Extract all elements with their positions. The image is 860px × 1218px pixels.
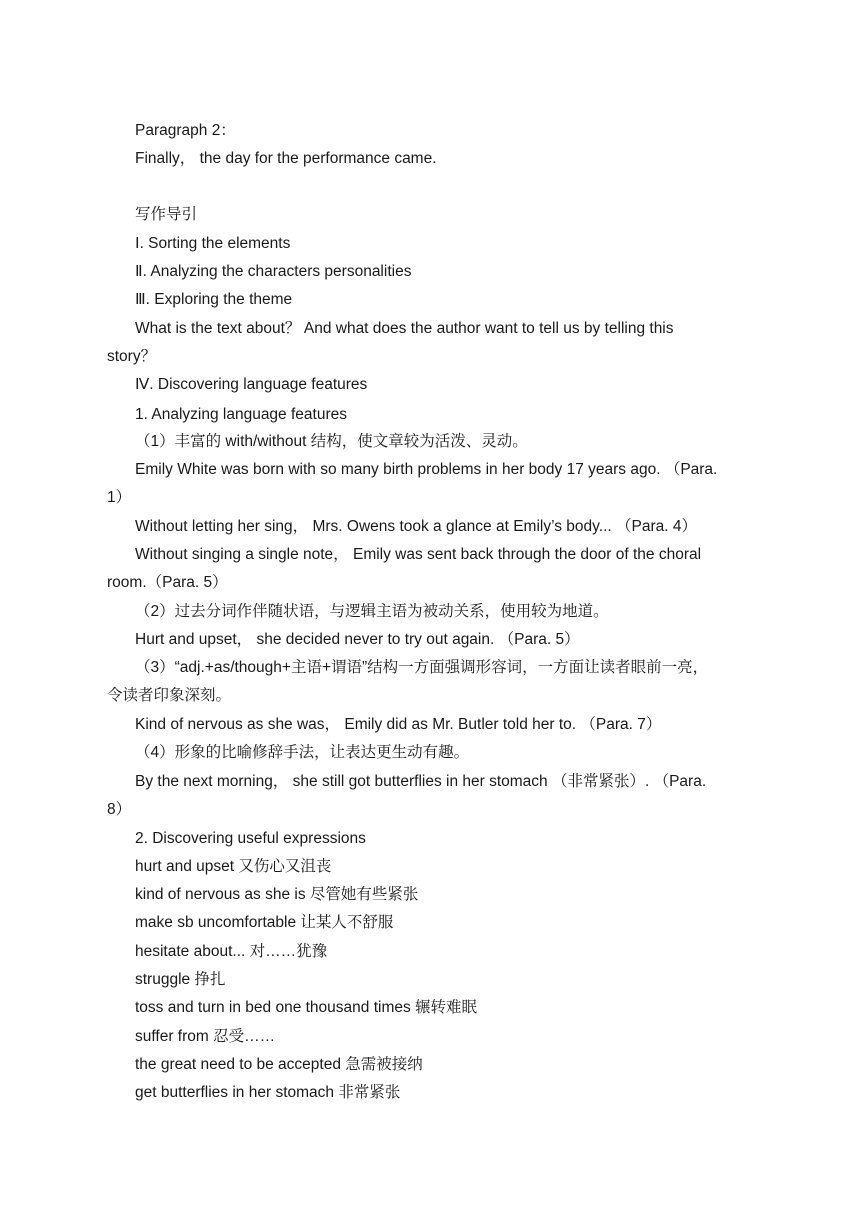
feature-1-note: （1）丰富的 with/without 结构，使文章较为活泼、灵动。 <box>135 433 528 450</box>
feature-3-note-cont: 令读者印象深刻。 <box>107 687 232 704</box>
guide-item-4: Ⅳ. Discovering language features <box>135 376 368 393</box>
theme-question: What is the text about？ And what does the author want to tell us by telling this <box>135 320 674 337</box>
guide-item-3: Ⅲ. Exploring the theme <box>135 291 293 308</box>
paragraph-heading: Paragraph 2： <box>135 122 236 139</box>
section-title: 写作导引 <box>135 206 198 223</box>
paragraph-start-sentence: Finally， the day for the performance came. <box>135 150 437 167</box>
guide-item-1: Ⅰ. Sorting the elements <box>135 235 291 252</box>
feature-2-note: （2）过去分词作伴随状语，与逻辑主语为被动关系，使用较为地道。 <box>135 603 609 620</box>
example-sentence: Emily White was born with so many birth problems in her body 17 years ago. （Para. <box>135 461 718 478</box>
expression-item: suffer from 忍受…… <box>135 1028 276 1045</box>
expression-item: the great need to be accepted 急需被接纳 <box>135 1056 423 1073</box>
feature-4-note: （4）形象的比喻修辞手法，让表达更生动有趣。 <box>135 744 470 761</box>
expression-item: kind of nervous as she is 尽管她有些紧张 <box>135 886 419 903</box>
example-sentence: Without singing a single note， Emily was sent back through the door of the choral <box>135 546 702 563</box>
example-sentence-cont: room.（Para. 5） <box>107 574 228 591</box>
expression-item: make sb uncomfortable 让某人不舒服 <box>135 914 394 931</box>
expression-item: get butterflies in her stomach 非常紧张 <box>135 1084 401 1101</box>
expression-item: hurt and upset 又伤心又沮丧 <box>135 858 332 875</box>
feature-3-note: （3）“adj.+as/though+主语+谓语”结构一方面强调形容词，一方面让读者眼前一亮， <box>135 659 709 676</box>
example-sentence: Hurt and upset， she decided never to try out again. （Para. 5） <box>135 631 580 648</box>
example-sentence: Kind of nervous as she was， Emily did as Mr. Butler told her to. （Para. 7） <box>135 716 662 733</box>
guide-item-2: Ⅱ. Analyzing the characters personalities <box>135 263 412 280</box>
example-sentence: Without letting her sing， Mrs. Owens took a glance at Emily’s body... （Para. 4） <box>135 518 697 535</box>
example-sentence-cont: 1） <box>107 489 132 506</box>
expression-item: toss and turn in bed one thousand times 辗转难眠 <box>135 999 478 1016</box>
subsection-1: 1. Analyzing language features <box>135 406 347 423</box>
theme-question-cont: story？ <box>107 348 157 365</box>
expression-item: struggle 挣扎 <box>135 971 226 988</box>
subsection-2: 2. Discovering useful expressions <box>135 830 366 847</box>
expression-item: hesitate about... 对……犹豫 <box>135 943 328 960</box>
example-sentence-cont: 8） <box>107 801 132 818</box>
example-sentence: By the next morning， she still got butterflies in her stomach （非常紧张）. （Para. <box>135 773 707 790</box>
